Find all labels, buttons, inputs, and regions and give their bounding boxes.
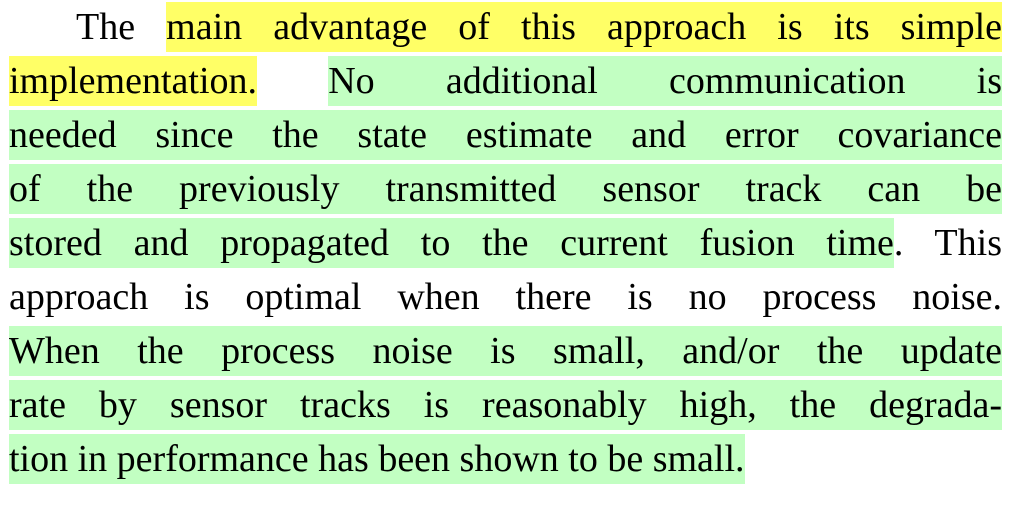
text-line-6 [9,270,1002,324]
green-highlight[interactable]: When the process noise is small, and/or the update [9,326,1002,376]
text-line-7 [9,324,1002,378]
green-highlight[interactable]: rate by sensor tracks is reasonably high, the degrada- [9,380,1002,430]
plain-text: . This [893,222,1002,264]
plain-text: The [76,6,136,48]
green-highlight[interactable]: tion in performance has been shown to be small. [9,434,745,484]
text-line-8 [9,378,1002,432]
text-line-2 [9,54,1002,108]
text-line-1 [9,0,1002,54]
text-line-5 [9,216,1002,270]
yellow-highlight[interactable]: main advantage of this approach is its simple [166,2,1002,52]
green-highlight[interactable]: No additional communication is [328,56,1002,106]
text-line-9 [9,432,1002,486]
text-line-4 [9,162,1002,216]
green-highlight[interactable]: stored and propagated to the current fusion time [9,218,894,268]
yellow-highlight[interactable]: implementation. [9,56,257,106]
text-line-3 [9,108,1002,162]
green-highlight[interactable]: needed since the state estimate and error covariance [9,110,1002,160]
green-highlight[interactable]: of the previously transmitted sensor track can be [9,164,1002,214]
plain-text: approach is optimal when there is no process noise. [9,276,1002,318]
